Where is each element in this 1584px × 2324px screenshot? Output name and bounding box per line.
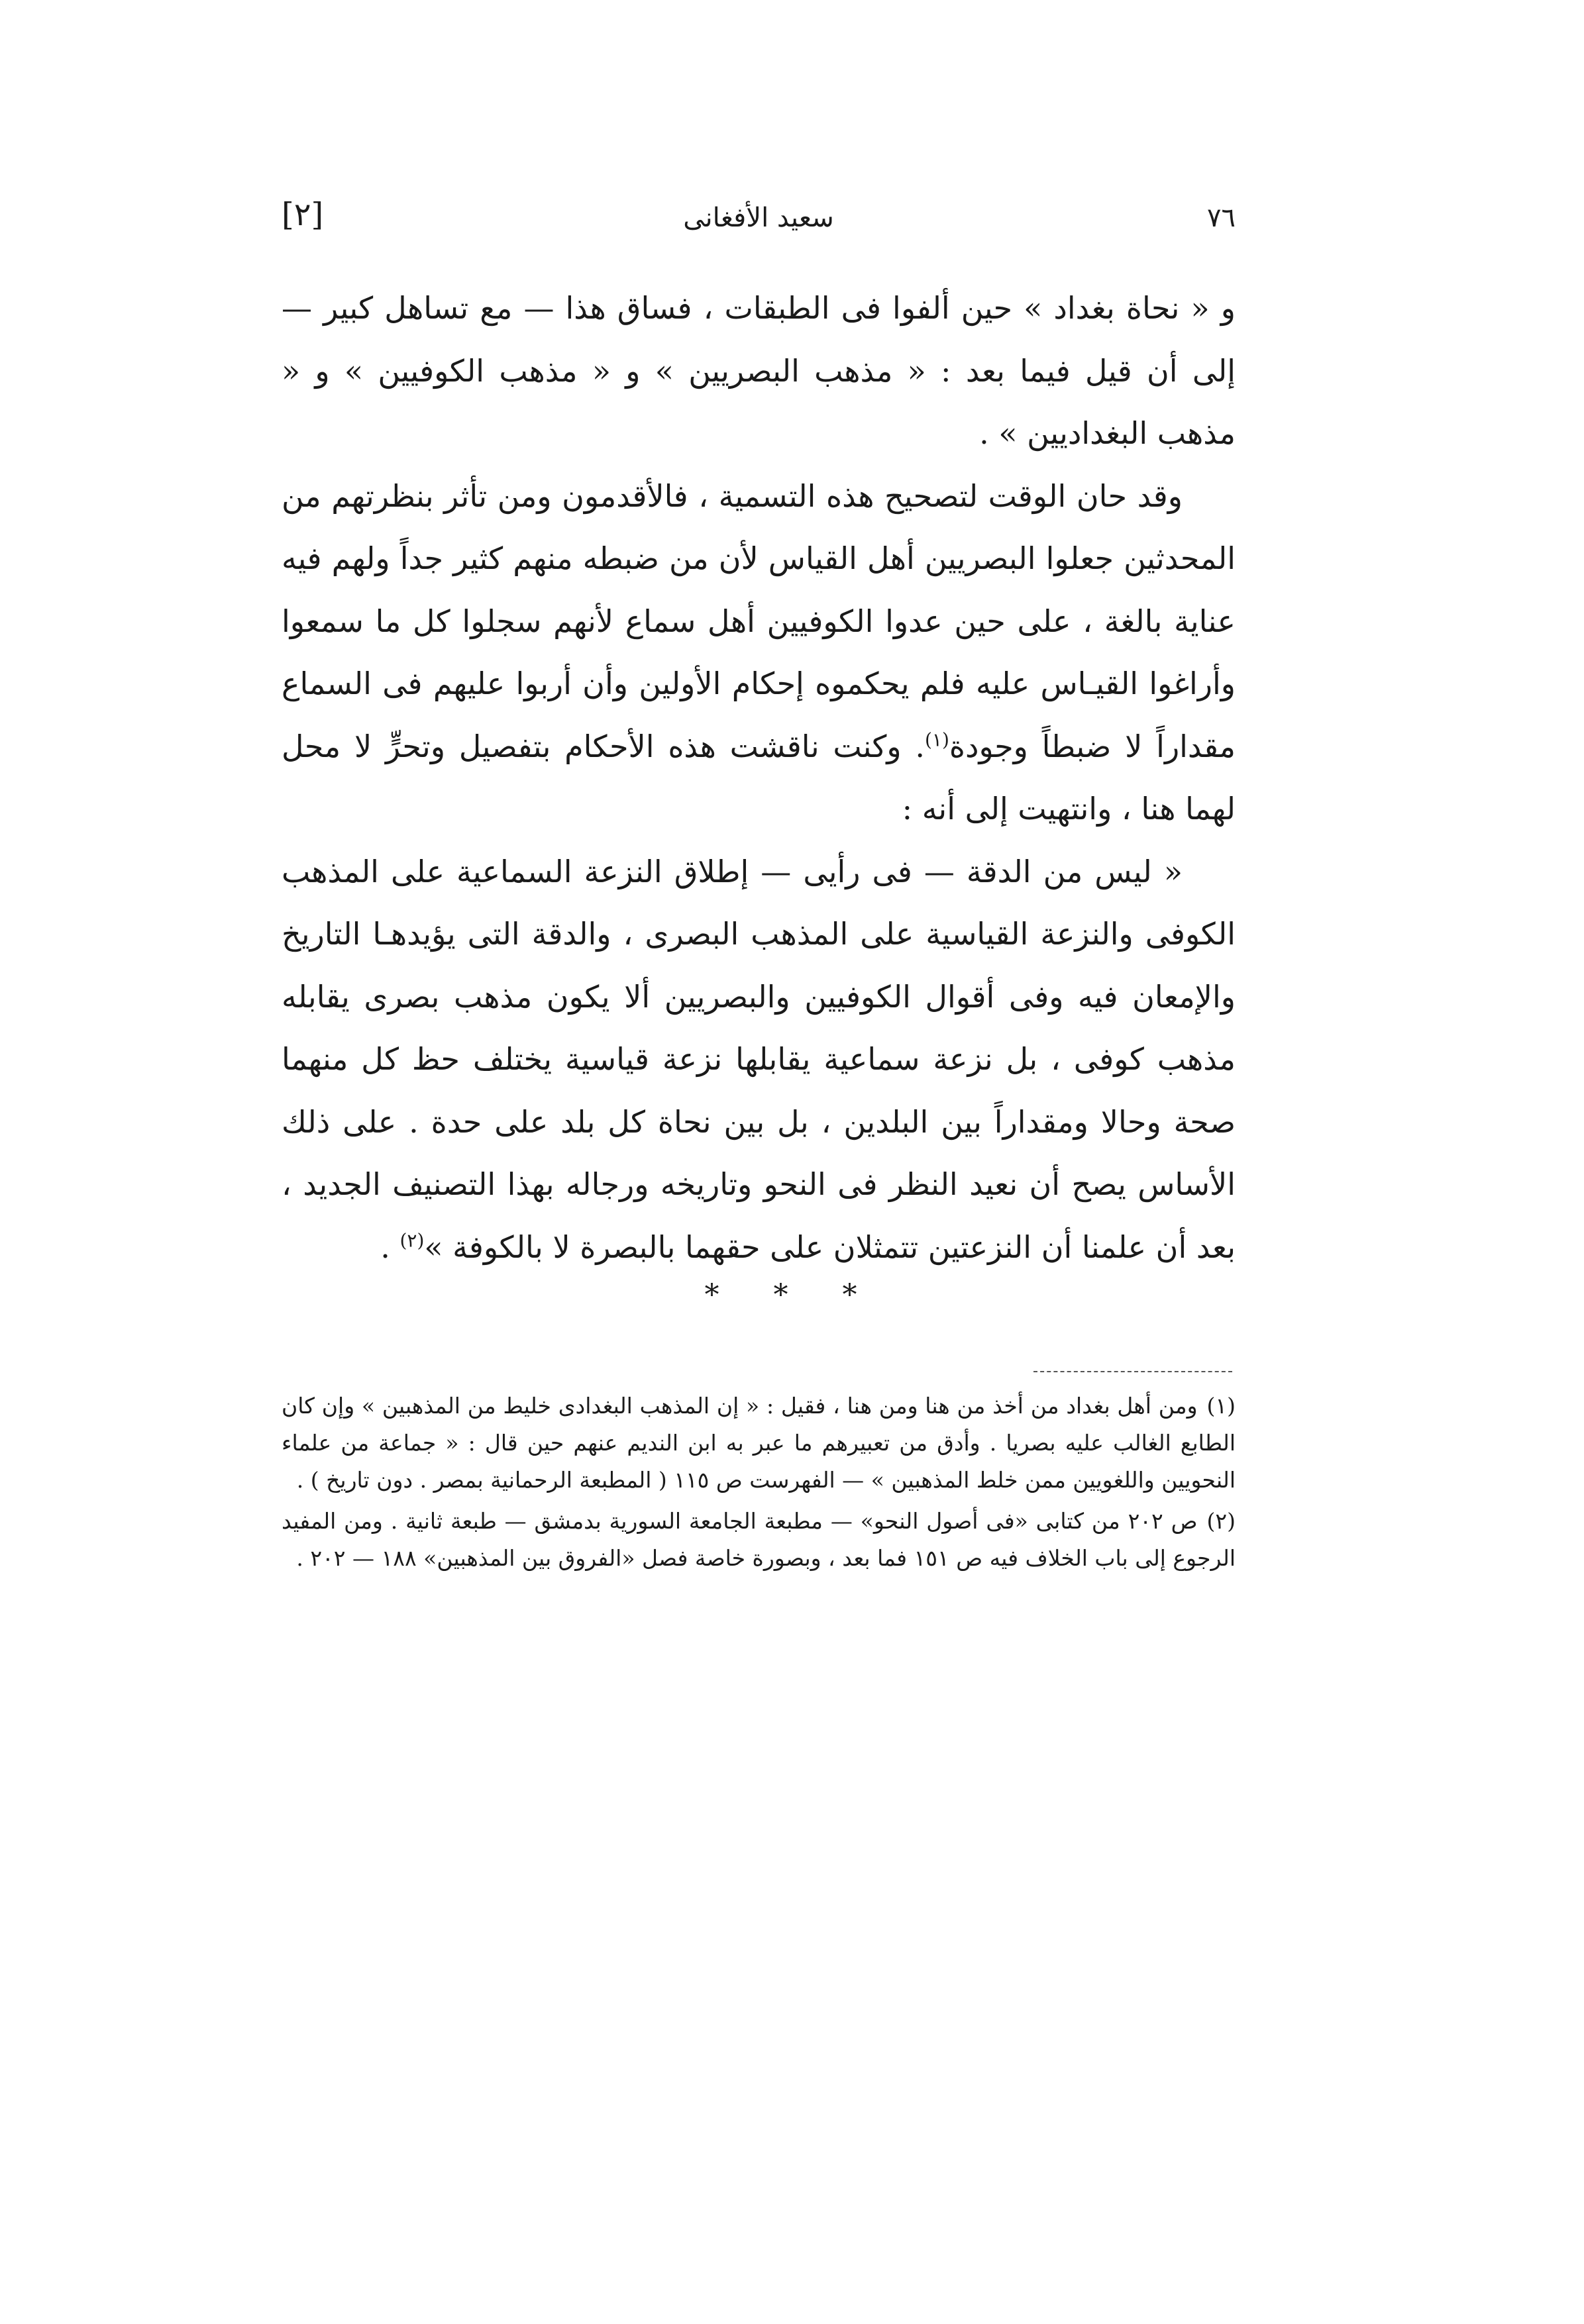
paragraph-2-text-cont: . وكنت ناقشت هذه الأحكام بتفصيل وتحرٍّ لا محل لهما هنا ، وانتهيت إلى أنه :: [282, 728, 1236, 827]
section-divider: * * *: [704, 1278, 880, 1312]
footnote-ref-2[interactable]: (٢): [399, 1229, 425, 1252]
paragraph-1: و « نحاة بغداد » حين ألفوا فى الطبقات ، فساق هذا — مع تساهل كبير — إلى أن قيل فيما بعد : « مذهب البصريين » و « مذهب الكوفيين » و « مذهب البغداديين » .: [282, 290, 1236, 451]
paragraph-2-text: وقد حان الوقت لتصحيح هذه التسمية ، فالأقدمون ومن تأثر بنظرتهم من المحدثين جعلوا البصريين أهل القياس لأن من ضبطه منهم كثير جداً ولهم فيه عناية بالغة ، على حين عدوا الكوفيين أهل سماع لأنهم سجلوا كل ما سمعوا وأراغوا القيـاس عليه فلم يحكموه إحكام الأولين وأن أربوا عليهم فى السماع مقداراً لا ضبطاً وجودة: [282, 478, 1236, 764]
main-text: [282, 277, 1236, 1278]
page-number: ٧٦: [1207, 203, 1236, 233]
footnote-2: [282, 1503, 1236, 1577]
footnote-2-text: ص ٢٠٢ من كتابى «فى أصول النحو» — مطبعة الجامعة السورية بدمشق — طبعة ثانية . ومن المفيد الرجوع إلى باب الخلاف فيه ص ١٥١ فما بعد ، وبصورة خاصة فصل «الفروق بين المذهبين» ١٨٨ — ٢٠٢ .: [282, 1508, 1236, 1571]
footnote-1-number: (١): [1206, 1393, 1236, 1419]
running-header: [282, 196, 1236, 249]
footnote-separator: [1033, 1371, 1232, 1372]
footnote-1-text: ومن أهل بغداد من أخذ من هنا ومن هنا ، فقيل : « إن المذهب البغدادى خليط من المذهبين » وإن كان الطابع الغالب عليه بصريا . وأدق من تعبيرهم ما عبر به ابن النديم عنهم حين قال : « جماعة من علماء النحويين واللغويين ممن خلط المذهبين » — الفهرست ص ١١٥ ( المطبعة الرحمانية بمصر . دون تاريخ ) .: [282, 1393, 1236, 1493]
footnote-2-number: (٢): [1206, 1508, 1236, 1534]
paragraph-3-text: « ليس من الدقة — فى رأيى — إطلاق النزعة السماعية على المذهب الكوفى والنزعة القياسية على المذهب البصرى ، والدقة التى يؤيدهـا التاريخ والإمعان فيه وفى أقوال الكوفيين والبصريين ألا يكون مذهب بصرى يقابله مذهب كوفى ، بل نزعة سماعية يقابلها نزعة قياسية يختلف حظ كل منهما صحة وحالا ومقداراً بين البلدين ، بل بين نحاة كل بلد على حدة . على ذلك الأساس يصح أن نعيد النظر فى النحو وتاريخه ورجاله بهذا التصنيف الجديد ، بعد أن علمنا أن النزعتين تتمثلان على حقهما بالبصرة لا بالكوفة »: [282, 853, 1236, 1265]
paragraph-3-end: .: [380, 1229, 400, 1265]
running-header-author: سعيد الأفغانى: [683, 203, 834, 233]
paragraph-3-quote: [282, 840, 1236, 1279]
footnote-ref-1[interactable]: (١): [924, 729, 949, 751]
section-number: [٢]: [282, 196, 324, 233]
footnotes: [282, 1388, 1236, 1581]
paragraph-2: [282, 465, 1236, 840]
footnote-1: [282, 1388, 1236, 1499]
